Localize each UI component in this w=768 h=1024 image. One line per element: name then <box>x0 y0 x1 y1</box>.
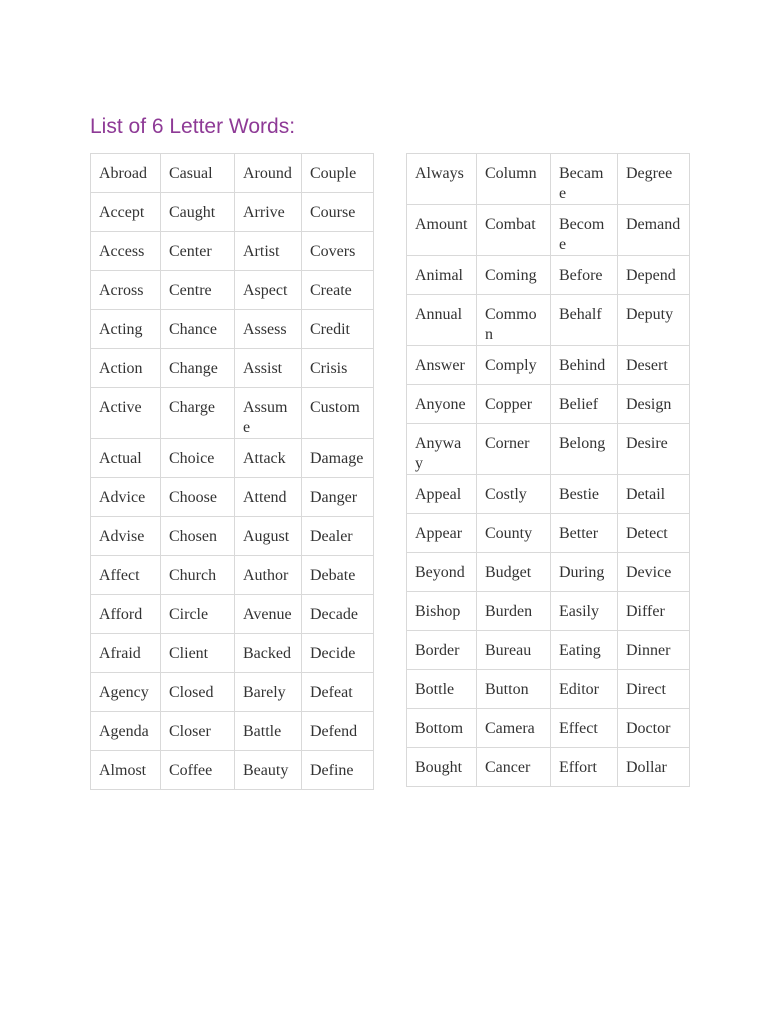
word-cell: Copper <box>477 385 551 424</box>
word-cell: Burden <box>477 592 551 631</box>
word-cell: County <box>477 514 551 553</box>
word-cell: Answer <box>407 346 477 385</box>
word-cell: Bottle <box>407 670 477 709</box>
word-table-right-body <box>407 154 690 787</box>
word-cell: Advise <box>91 517 161 556</box>
word-cell: Accept <box>91 193 161 232</box>
table-row <box>91 310 374 349</box>
word-cell: Client <box>161 634 235 673</box>
word-cell: Always <box>407 154 477 205</box>
word-cell: Credit <box>302 310 374 349</box>
table-row <box>91 154 374 193</box>
table-row <box>91 349 374 388</box>
word-cell: Damage <box>302 439 374 478</box>
table-row <box>91 634 374 673</box>
word-cell: Arrive <box>235 193 302 232</box>
word-cell: Afraid <box>91 634 161 673</box>
word-cell: Dollar <box>618 748 690 787</box>
word-cell: Custom <box>302 388 374 439</box>
table-row <box>91 517 374 556</box>
table-row <box>407 514 690 553</box>
word-cell: Create <box>302 271 374 310</box>
word-cell: Circle <box>161 595 235 634</box>
table-row <box>407 424 690 475</box>
word-cell: Artist <box>235 232 302 271</box>
word-cell: Action <box>91 349 161 388</box>
word-cell: Charge <box>161 388 235 439</box>
word-cell: Coming <box>477 256 551 295</box>
word-cell: Button <box>477 670 551 709</box>
word-cell: Beyond <box>407 553 477 592</box>
word-cell: Corner <box>477 424 551 475</box>
word-cell: Agency <box>91 673 161 712</box>
word-cell: Casual <box>161 154 235 193</box>
word-cell: Detect <box>618 514 690 553</box>
word-cell: Comply <box>477 346 551 385</box>
word-cell: Affect <box>91 556 161 595</box>
table-row <box>407 631 690 670</box>
word-cell: Assume <box>235 388 302 439</box>
word-cell: Bishop <box>407 592 477 631</box>
word-cell: Better <box>551 514 618 553</box>
word-cell: Anyway <box>407 424 477 475</box>
word-cell: Chance <box>161 310 235 349</box>
word-cell: Annual <box>407 295 477 346</box>
word-cell: Doctor <box>618 709 690 748</box>
word-cell: Assess <box>235 310 302 349</box>
word-cell: Couple <box>302 154 374 193</box>
table-row <box>407 385 690 424</box>
word-cell: Debate <box>302 556 374 595</box>
word-cell: Crisis <box>302 349 374 388</box>
word-cell: Direct <box>618 670 690 709</box>
word-cell: Bought <box>407 748 477 787</box>
word-cell: Advice <box>91 478 161 517</box>
word-cell: Degree <box>618 154 690 205</box>
word-cell: Agenda <box>91 712 161 751</box>
word-cell: Around <box>235 154 302 193</box>
word-cell: Caught <box>161 193 235 232</box>
word-cell: Appear <box>407 514 477 553</box>
word-cell: Coffee <box>161 751 235 790</box>
word-cell: Depend <box>618 256 690 295</box>
table-row <box>91 556 374 595</box>
table-row <box>91 478 374 517</box>
table-row <box>407 154 690 205</box>
word-cell: Before <box>551 256 618 295</box>
word-cell: Course <box>302 193 374 232</box>
word-cell: Decade <box>302 595 374 634</box>
word-table-left-body <box>91 154 374 790</box>
word-cell: Church <box>161 556 235 595</box>
word-cell: Aspect <box>235 271 302 310</box>
word-cell: Battle <box>235 712 302 751</box>
word-cell: Covers <box>302 232 374 271</box>
word-cell: Backed <box>235 634 302 673</box>
word-cell: Closer <box>161 712 235 751</box>
word-cell: Bureau <box>477 631 551 670</box>
word-cell: Author <box>235 556 302 595</box>
word-cell: Bestie <box>551 475 618 514</box>
table-row <box>91 193 374 232</box>
word-cell: August <box>235 517 302 556</box>
word-cell: Access <box>91 232 161 271</box>
table-row <box>91 388 374 439</box>
word-table-left <box>90 153 374 790</box>
table-row <box>91 712 374 751</box>
word-cell: Almost <box>91 751 161 790</box>
table-row <box>407 748 690 787</box>
word-cell: Across <box>91 271 161 310</box>
word-cell: Become <box>551 205 618 256</box>
table-row <box>407 346 690 385</box>
word-cell: Design <box>618 385 690 424</box>
word-cell: Barely <box>235 673 302 712</box>
table-row <box>91 232 374 271</box>
table-row <box>407 205 690 256</box>
word-cell: Active <box>91 388 161 439</box>
word-cell: Afford <box>91 595 161 634</box>
word-cell: Became <box>551 154 618 205</box>
word-cell: Effect <box>551 709 618 748</box>
word-cell: Assist <box>235 349 302 388</box>
word-cell: Deputy <box>618 295 690 346</box>
word-cell: Attack <box>235 439 302 478</box>
word-cell: Danger <box>302 478 374 517</box>
table-row <box>91 595 374 634</box>
word-cell: Decide <box>302 634 374 673</box>
word-cell: Amount <box>407 205 477 256</box>
word-cell: Cancer <box>477 748 551 787</box>
word-cell: Bottom <box>407 709 477 748</box>
word-cell: Easily <box>551 592 618 631</box>
word-cell: Centre <box>161 271 235 310</box>
word-cell: Defeat <box>302 673 374 712</box>
word-cell: Column <box>477 154 551 205</box>
word-cell: During <box>551 553 618 592</box>
table-row <box>407 295 690 346</box>
word-cell: Define <box>302 751 374 790</box>
word-cell: Dinner <box>618 631 690 670</box>
word-cell: Belong <box>551 424 618 475</box>
table-row <box>407 709 690 748</box>
word-cell: Choice <box>161 439 235 478</box>
word-cell: Demand <box>618 205 690 256</box>
word-cell: Animal <box>407 256 477 295</box>
word-cell: Closed <box>161 673 235 712</box>
word-cell: Border <box>407 631 477 670</box>
word-cell: Abroad <box>91 154 161 193</box>
table-row <box>407 553 690 592</box>
page-title: List of 6 Letter Words: <box>90 115 296 138</box>
word-cell: Differ <box>618 592 690 631</box>
table-row <box>91 439 374 478</box>
word-cell: Combat <box>477 205 551 256</box>
table-row <box>407 670 690 709</box>
word-cell: Actual <box>91 439 161 478</box>
word-table-right <box>406 153 690 787</box>
word-cell: Dealer <box>302 517 374 556</box>
word-cell: Center <box>161 232 235 271</box>
word-cell: Appeal <box>407 475 477 514</box>
table-row <box>407 475 690 514</box>
word-cell: Beauty <box>235 751 302 790</box>
word-cell: Budget <box>477 553 551 592</box>
table-row <box>407 256 690 295</box>
table-row <box>91 751 374 790</box>
word-cell: Chosen <box>161 517 235 556</box>
word-cell: Behalf <box>551 295 618 346</box>
word-cell: Defend <box>302 712 374 751</box>
word-cell: Editor <box>551 670 618 709</box>
word-cell: Detail <box>618 475 690 514</box>
table-row <box>407 592 690 631</box>
word-cell: Common <box>477 295 551 346</box>
word-cell: Eating <box>551 631 618 670</box>
word-cell: Avenue <box>235 595 302 634</box>
word-cell: Costly <box>477 475 551 514</box>
word-cell: Behind <box>551 346 618 385</box>
word-cell: Belief <box>551 385 618 424</box>
word-cell: Effort <box>551 748 618 787</box>
word-cell: Desire <box>618 424 690 475</box>
table-row <box>91 673 374 712</box>
word-cell: Desert <box>618 346 690 385</box>
word-cell: Choose <box>161 478 235 517</box>
word-cell: Anyone <box>407 385 477 424</box>
word-cell: Device <box>618 553 690 592</box>
word-cell: Change <box>161 349 235 388</box>
word-cell: Acting <box>91 310 161 349</box>
table-row <box>91 271 374 310</box>
word-cell: Camera <box>477 709 551 748</box>
word-cell: Attend <box>235 478 302 517</box>
